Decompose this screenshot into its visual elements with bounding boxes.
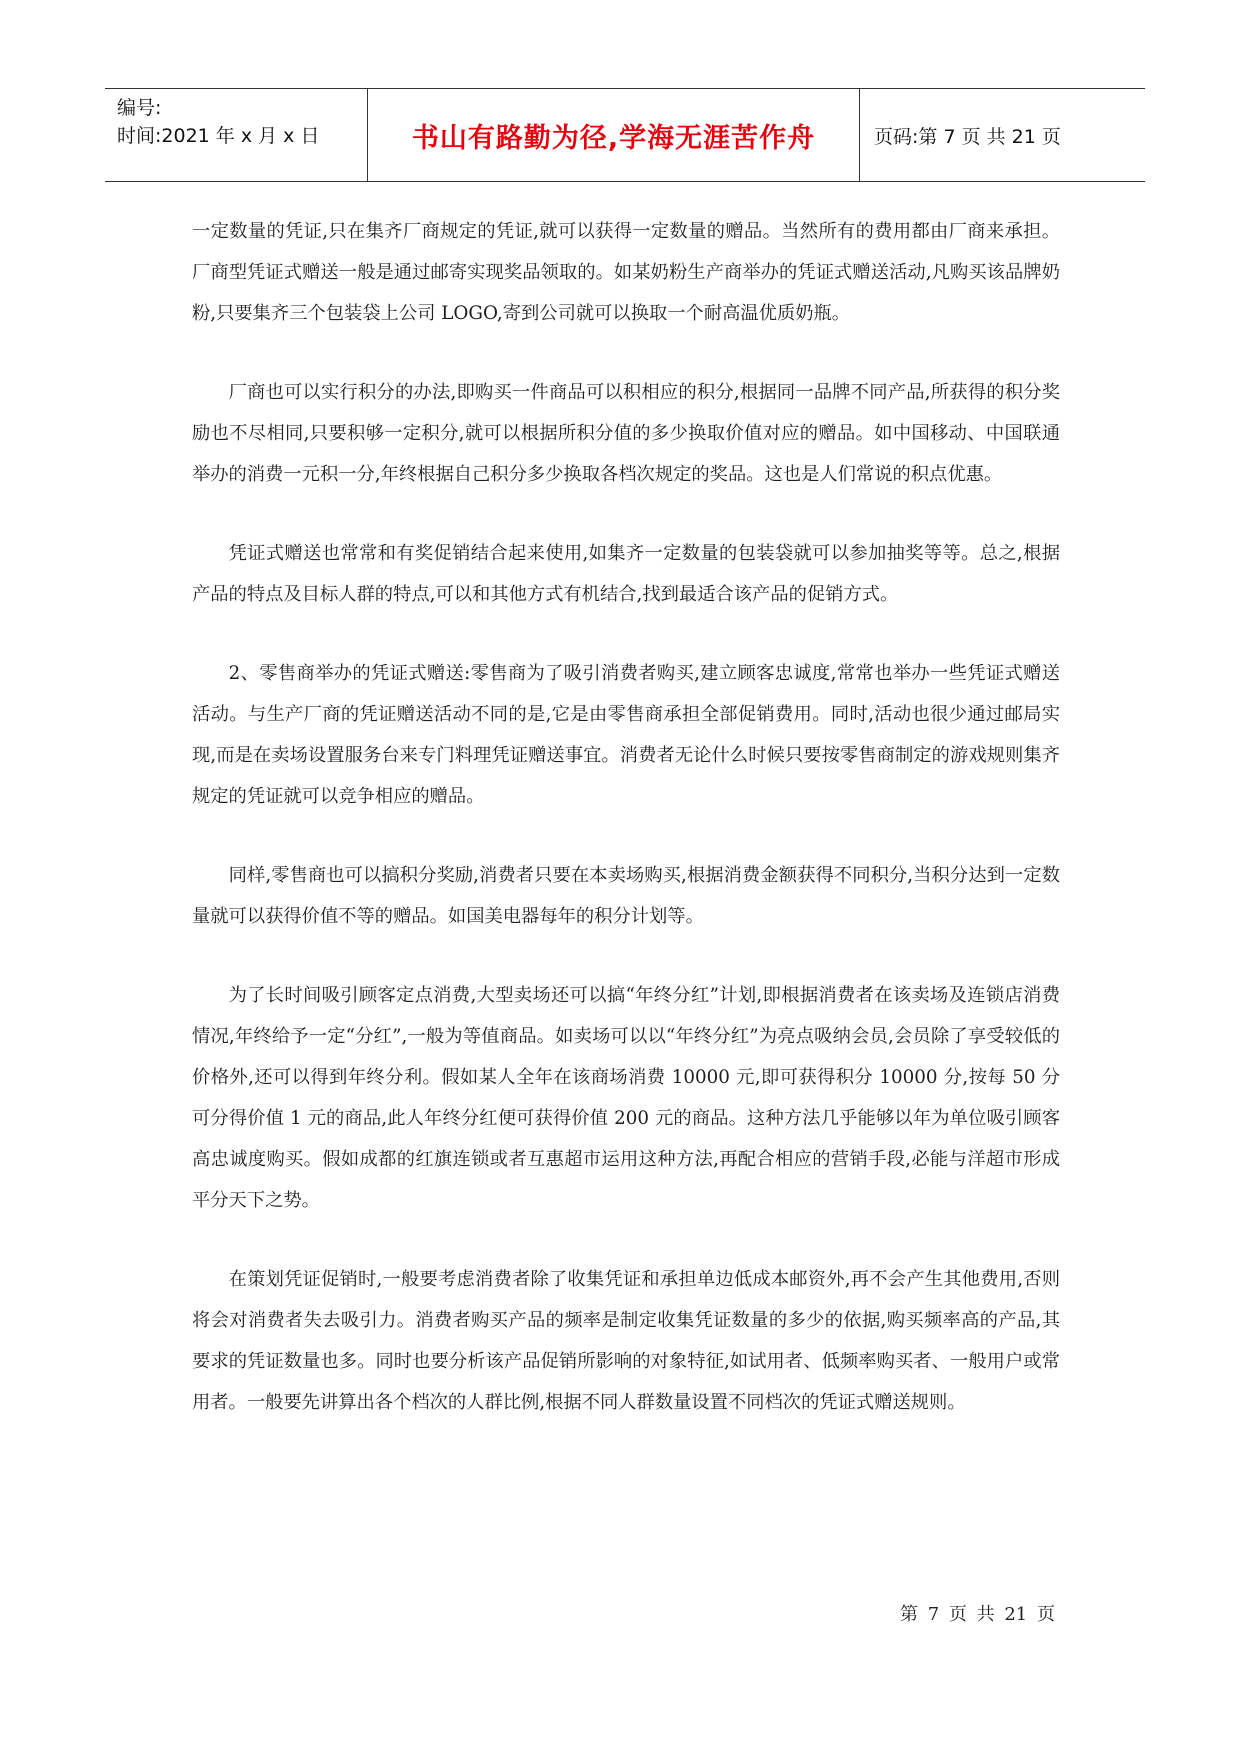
paragraph: 在策划凭证促销时,一般要考虑消费者除了收集凭证和承担单边低成本邮资外,再不会产生其他费用,否则将会对消费者失去吸引力。消费者购买产品的频率是制定收集凭证数量的多少的依据,购买频率高的产品,其要求的凭证数量也多。同时也要分析该产品促销所影响的对象特征,如试用者、低频率购买者、一般用户或常用者。一般要先讲算出各个档次的人群比例,根据不同人群数量设置不同档次的凭证式赠送规则。 [192,1269,1060,1413]
document-date: 时间:2021 年 x 月 x 日 [117,125,320,147]
header-page-info: 页码:第 7 页 共 21 页 [874,125,1061,148]
header-motto: 书山有路勤为径,学海无涯苦作舟 [368,89,860,181]
header-meta [105,89,368,181]
document-body [192,211,1060,1461]
paragraph: 为了长时间吸引顾客定点消费,大型卖场还可以搞“年终分红”计划,即根据消费者在该卖场及连锁店消费情况,年终给予一定“分红”,一般为等值商品。如卖场可以以“年终分红”为亮点吸纳会员,会员除了享受较低的价格外,还可以得到年终分利。假如某人全年在该商场消费 10000 元,即可获得积分 10000 分,按每 50 分可分得价值 1 元的商品,此人年终分红便可获得价值 200 元的商品。这种方法几乎能够以年为单位吸引顾客高忠诚度购买。假如成都的红旗连锁或者互惠超市运用这种方法,再配合相应的营销手段,必能与洋超市形成平分天下之势。 [192,985,1060,1211]
paragraph: 一定数量的凭证,只在集齐厂商规定的凭证,就可以获得一定数量的赠品。当然所有的费用都由厂商来承担。厂商型凭证式赠送一般是通过邮寄实现奖品领取的。如某奶粉生产商举办的凭证式赠送活动,凡购买该品牌奶粉,只要集齐三个包装袋上公司 LOGO,寄到公司就可以换取一个耐高温优质奶瓶。 [192,221,1060,324]
page-footer: 第 7 页 共 21 页 [900,1604,1055,1625]
paragraph: 2、零售商举办的凭证式赠送:零售商为了吸引消费者购买,建立顾客忠诚度,常常也举办一些凭证式赠送活动。与生产厂商的凭证赠送活动不同的是,它是由零售商承担全部促销费用。同时,活动也很少通过邮局实现,而是在卖场设置服务台来专门料理凭证赠送事宜。消费者无论什么时候只要按零售商制定的游戏规则集齐规定的凭证就可以竞争相应的赠品。 [192,663,1060,807]
paragraph: 凭证式赠送也常常和有奖促销结合起来使用,如集齐一定数量的包装袋就可以参加抽奖等等。总之,根据产品的特点及目标人群的特点,可以和其他方式有机结合,找到最适合该产品的促销方式。 [192,543,1060,605]
paragraph: 同样,零售商也可以搞积分奖励,消费者只要在本卖场购买,根据消费金额获得不同积分,当积分达到一定数量就可以获得价值不等的赠品。如国美电器每年的积分计划等。 [192,865,1060,927]
paragraph: 厂商也可以实行积分的办法,即购买一件商品可以积相应的积分,根据同一品牌不同产品,所获得的积分奖励也不尽相同,只要积够一定积分,就可以根据所积分值的多少换取价值对应的赠品。如中国移动、中国联通举办的消费一元积一分,年终根据自己积分多少换取各档次规定的奖品。这也是人们常说的积点优惠。 [192,382,1060,485]
document-number-label: 编号: [117,97,162,119]
page-header [105,88,1145,182]
